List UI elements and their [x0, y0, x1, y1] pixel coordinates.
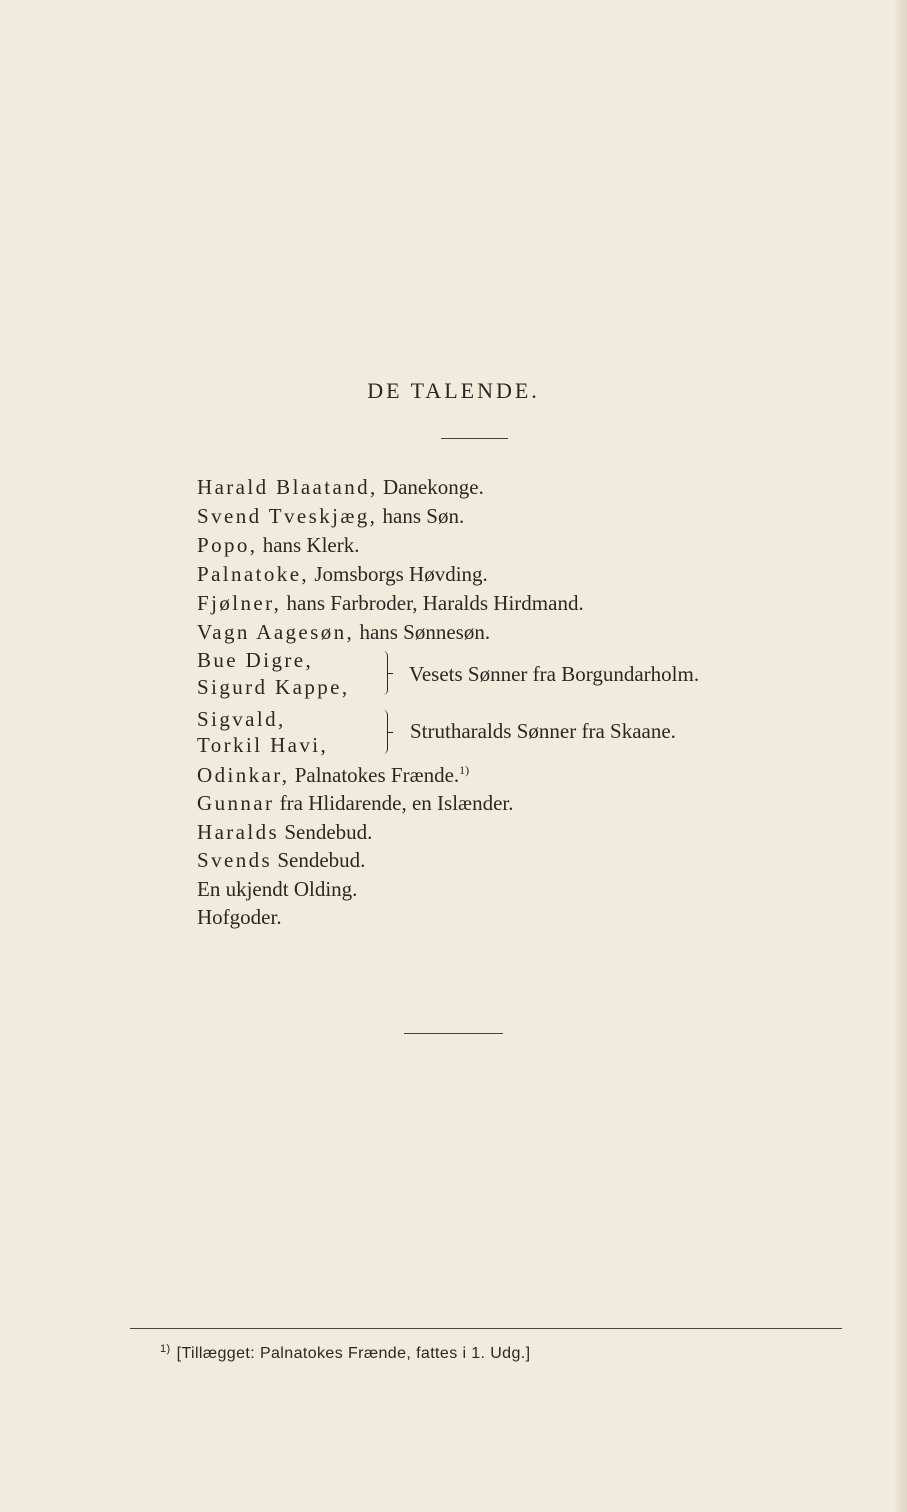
character-svends-messenger [197, 850, 365, 871]
character-description: hans Sønnesøn. [354, 620, 491, 644]
character-haralds-messenger [197, 822, 372, 843]
character-vagn [197, 622, 490, 643]
character-fjolner [197, 593, 584, 614]
character-hofgoder [197, 907, 282, 928]
character-svend [197, 506, 464, 527]
character-description: hans Klerk. [257, 533, 360, 557]
character-description: hans Farbroder, Haralds Hirdmand. [281, 591, 584, 615]
character-description: En ukjendt Olding. [197, 877, 358, 901]
footnote-marker: 1) [160, 1343, 171, 1355]
character-name: Odinkar, [197, 763, 290, 787]
footnote [160, 1343, 530, 1363]
character-name: Gunnar [197, 791, 275, 815]
character-description: Jomsborgs Høvding. [309, 562, 488, 586]
footnote-text: [Tillægget: Palnatokes Frænde, fattes i 1. Udg.] [176, 1345, 531, 1362]
brace-icon [383, 710, 388, 754]
footnote-reference[interactable]: 1) [459, 763, 470, 777]
character-description: Palnatokes Frænde. [289, 763, 460, 787]
character-name: Harald Blaatand, [197, 475, 378, 499]
character-palnatoke [197, 564, 488, 585]
footnote-rule [130, 1328, 842, 1329]
character-description: hans Søn. [377, 504, 465, 528]
character-description: Sendebud. [272, 848, 366, 872]
group-name: Sigurd Kappe, [197, 675, 350, 699]
character-name: Svend Tveskjæg, [197, 504, 378, 528]
character-name: Svends [197, 848, 273, 872]
group-name: Sigvald, [197, 707, 286, 731]
character-description: Sendebud. [279, 820, 373, 844]
character-name: Popo, [197, 533, 258, 557]
character-name: Vagn Aagesøn, [197, 620, 355, 644]
page-edge-shadow [893, 0, 907, 1512]
character-unknown-old-man [197, 879, 357, 900]
group-description: Vesets Sønner fra Borgundarholm. [409, 662, 700, 686]
group-description: Strutharalds Sønner fra Skaane. [410, 719, 676, 743]
character-name: Palnatoke, [197, 562, 310, 586]
character-gunnar [197, 793, 513, 814]
character-name: Fjølner, [197, 591, 282, 615]
page-title: DE TALENDE. [367, 378, 540, 403]
character-harald [197, 477, 484, 498]
character-name: Haralds [197, 820, 280, 844]
section-end-rule [404, 1033, 503, 1034]
character-popo [197, 535, 360, 556]
character-description: Hofgoder. [197, 905, 282, 929]
title-rule [441, 438, 508, 439]
group-name: Torkil Havi, [197, 733, 329, 757]
character-description: fra Hlidarende, en Islænder. [274, 791, 514, 815]
character-odinkar [197, 764, 469, 786]
brace-icon [383, 651, 388, 695]
character-description: Danekonge. [377, 475, 484, 499]
group-name: Bue Digre, [197, 648, 314, 672]
